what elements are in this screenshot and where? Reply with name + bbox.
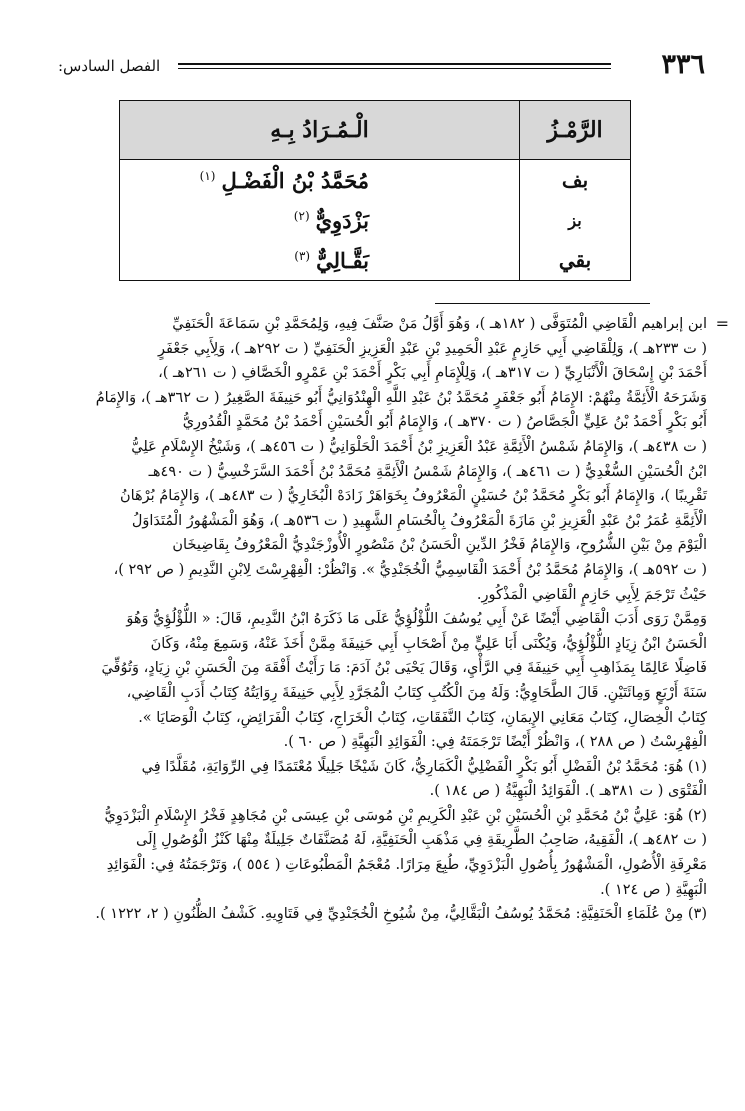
table-header-row [120,101,631,160]
footnote-line: فَاضِلًا عَالِمًا بِمَذَاهِبِ أَبِي حَنِيفَةَ فِي الرَّأْيِ، وَقَالَ يَحْيَى بْنُ آدَمَ: مَا رَأَيْتُ أَفْقَهَ مِنَ الْحَسَنِ بْنِ زِيَادٍ، وَتُوُفِّيَ [101,660,707,677]
table-row [120,240,631,281]
footnote-1: (١) هُوَ: مُحَمَّدُ بْنُ الْفَضْلِ أَبُو بَكْرٍ الْفَضْلِيُّ الْكَمَارِيُّ، كَانَ شَيْخًا جَلِيلًا مُعْتَمَدًا فِي الرِّوَايَةِ، مُقَلَّدًا فِي [141,758,707,775]
meaning-cell: بَقَّـالِيٌّ$^{(٣)}$ [120,240,520,281]
table-row [120,160,631,201]
meaning-cell: بَزْدَوِيٌّ$^{(٢)}$ [120,200,520,240]
footnote-line: ( ت ٤٣٨هـ )، وَالإِمَامُ شَمْسُ الْأَئِمَّةِ عَبْدُ الْعَزِيزِ بْنُ أَحْمَدَ الْحَلْوَانِيُّ ( ت ٤٥٦هـ )، وَشَيْخُ الإِسْلَامِ عَلِيُّ [131,438,707,455]
footnote-line: وَمِمَّنْ رَوَى أَدَبَ الْقَاضِي أَيْضًا عَنْ أَبِي يُوسُفَ اللُّؤْلُؤِيُّ عَلَى مَا ذَكَرَهُ ابْنُ النَّدِيمِ، قَالَ: « اللُّؤْلُؤِيُّ وَهُوَ [126,611,707,628]
footnote-2: (٢) هُوَ: عَلِيُّ بْنُ مُحَمَّدِ بْنِ الْحُسَيْنِ بْنِ عَبْدِ الْكَرِيمِ بْنِ مُوسَى بْنِ عِيسَى بْنِ مُجَاهِدٍ فَخْرُ الإِسْلَامِ الْبَزْدَوِيُّ [104,807,707,824]
symbol-cell: بز [520,200,631,240]
footnote-ref: (١) [199,168,216,183]
footnote-2: مَعْرِفَةِ الْأُصُولِ، الْمَشْهُورُ بِأُصُولِ الْبَزْدَوِيِّ، طُبِعَ مِرَارًا. مُعْجَمُ الْمَطْبُوعَاتِ ( ٥٥٤ )، وَتَرْجَمَتُهُ فِي: الْفَوَائِدِ [106,857,707,874]
header-rule [178,63,611,69]
footnote-line: تَقْرِيبًا )، وَالإِمَامُ أَبُو بَكْرٍ مُحَمَّدُ بْنُ حُسَيْنٍ الْمَعْرُوفُ بِخَوَاهَرْ زَادَهْ الْبُخَارِيُّ ( ت ٤٨٣هـ )، وَالإِمَامُ بُرْهَانُ [119,488,707,505]
footnote-2: ( ت ٤٨٢هـ )، الْفَقِيهُ، صَاحِبُ الطَّرِيقَةِ فِي مَذْهَبِ الْحَنَفِيَّةِ، لَهُ مُصَنَّفَاتٌ جَلِيلَةٌ مِنْهَا كَنْزُ الْوُصُولِ إِلَى [135,832,707,849]
footnote-2: الْبَهِيَّةِ ( ص ١٢٤ ). [600,881,707,898]
chapter-title: الفصل السادس: [58,57,161,75]
header-cell-meaning: الْـمُـرَادُ بِـهِ [120,101,520,160]
symbol-table [119,100,631,281]
footnote-line: ( ت ٥٩٢هـ )، وَالإِمَامُ مُحَمَّدُ بْنُ أَحْمَدَ الْقَاسِمِيُّ الْخُجَنْدِيُّ ». وَانْظُرْ: الْفِهْرِسْتَ لِابْنِ النَّدِيمِ ( ص ٢٩٢ )، [113,561,707,578]
page-header [58,49,705,82]
footnote-line: ابن إبراهيم الْقَاضِي الْمُتَوَفَّى ( ١٨٢هـ )، وَهُوَ أَوَّلُ مَنْ صَنَّفَ فِيهِ، وَلِمُحَمَّدِ بْنِ سَمَاعَةَ الْحَنَفِيِّ [172,316,707,332]
footnote-line: أَحْمَدَ بْنِ إِسْحَاقَ الْأَنْبَارِيِّ ( ت ٣١٧هـ )، وَلِلْإِمَامِ أَبِي بَكْرٍ أَحْمَدَ بْنِ عَمْرٍو الْخَصَّافِ ( ت ٢٦١هـ )، [158,365,707,382]
header-cell-symbol: الرَّمْـزُ [520,101,631,160]
footnote-separator [435,303,650,304]
meaning-cell: مُحَمَّدُ بْنُ الْفَضْـلِ$^{(١)}$ [120,160,520,201]
footnote-line: الْفِهْرِسْتُ ( ص ٢٨٨ )، وَانْظُرْ أَيْضًا تَرْجَمَتَهُ فِي: الْفَوَائِدِ الْبَهِيَّةِ ( ص ٦٠ ). [283,734,707,751]
page-number: ٣٣٦ [661,49,705,80]
footnote-1: الْفَتْوَى ( ت ٣٨١هـ ). الْفَوَائِدُ الْبَهِيَّةُ ( ص ١٨٤ ). [429,783,707,800]
symbol-cell: بف [520,160,631,201]
footnote-ref: (٢) [293,208,310,223]
footnote-line: سَنَةَ أَرْبَعٍ وَمِائَتَيْنِ. قَالَ الطَّحَاوِيُّ: وَلَهُ مِنَ الْكُتُبِ كِتَابُ الْمُجَرَّدِ لِأَبِي حَنِيفَةَ رِوَايَتُهُ كِتَابُ أَدَبِ الْقَاضِي، [126,684,707,701]
continuation-marker: = [715,314,729,333]
footnote-line: ( ت ٢٣٣هـ )، وَلِلْقَاضِي أَبِي حَازِمٍ عَبْدِ الْحَمِيدِ بْنِ عَبْدِ الْعَزِيزِ الْحَنَفِيِّ ( ت ٢٩٢هـ )، وَلِأَبِي جَعْفَرٍ [158,340,707,357]
footnote-line: الْأَئِمَّةِ عُمَرُ بْنُ عَبْدِ الْعَزِيزِ بْنِ مَازَةَ الْمَعْرُوفُ بِالْحُسَامِ الشَّهِيدِ ( ت ٥٣٦هـ )، وَهُوَ الْمَشْهُورُ الْمُتَدَاوَلُ [131,512,707,529]
footnote-line: الْيَوْمَ مِنْ بَيْنِ الشُّرُوحِ، وَالإِمَامُ فَخْرُ الدِّينِ الْحَسَنُ بْنُ مَنْصُورٍ الْأُوزْجَنْدِيُّ الْمَعْرُوفُ بِقَاضِيخَان [172,537,707,554]
footnote-line: الْحَسَنُ ابْنُ زِيَادٍ اللُّؤْلُؤِيُّ، وَيُكْنَى أَبَا عَلِيٍّ مِنْ أَصْحَابِ أَبِي حَنِيفَةَ مِمَّنْ أَخَذَ عَنْهُ، وَسَمِعَ مِنْهُ، وَكَانَ [150,635,707,652]
footnote-line: حَيْثُ تَرْجَمَ لِأَبِي حَازِمٍ الْقَاضِي الْمَذْكُورِ. [476,586,707,603]
footnote-ref: (٣) [294,248,311,263]
footnote-line: ابْنُ الْحُسَيْنِ السُّغْدِيُّ ( ت ٤٦١هـ )، وَالإِمَامُ شَمْسُ الْأَئِمَّةِ مُحَمَّدُ بْنُ أَحْمَدَ السَّرَخْسِيُّ ( ت ٤٩٠هـ [148,463,707,480]
footnote-3: (٣) مِنْ عُلَمَاءِ الْحَنَفِيَّةِ: مُحَمَّدُ يُوسُفُ الْبَقَّالِيُّ، مِنْ شُيُوخِ الْخُجَنْدِيِّ فِي فَتَاوِيهِ. كَشْفُ الظُّنُونِ ( ٢، ١٢٢٢ ). [95,906,707,923]
symbol-cell: بقي [520,240,631,281]
footnote-line: أَبُو بَكْرٍ أَحْمَدُ بْنُ عَلِيٍّ الْجَصَّاصُ ( ت ٣٧٠هـ )، وَالإِمَامُ أَبُو الْحُسَيْنِ أَحْمَدُ بْنُ مُحَمَّدٍ الْقُدُورِيُّ [182,414,707,431]
footnote-line: كِتَابُ الْخِصَالِ، كِتَابُ مَعَانِي الإِيمَانِ، كِتَابُ النَّفَقَاتِ، كِتَابُ الْخَرَاجِ، كِتَابُ الْفَرَائِضِ، كِتَابُ الْوَصَايَا ». [138,709,707,726]
table-row [120,200,631,240]
footnote-line: وَشَرَحَهُ الْأَئِمَّةُ مِنْهُمْ: الإِمَامُ أَبُو جَعْفَرٍ مُحَمَّدُ بْنُ عَبْدِ اللَّهِ الْهِنْدُوَانِيُّ أَبُو حَنِيفَةَ الصَّغِيرُ ( ت ٣٦٢هـ )، وَالإِمَامُ [95,389,707,406]
footnotes [42,312,729,927]
